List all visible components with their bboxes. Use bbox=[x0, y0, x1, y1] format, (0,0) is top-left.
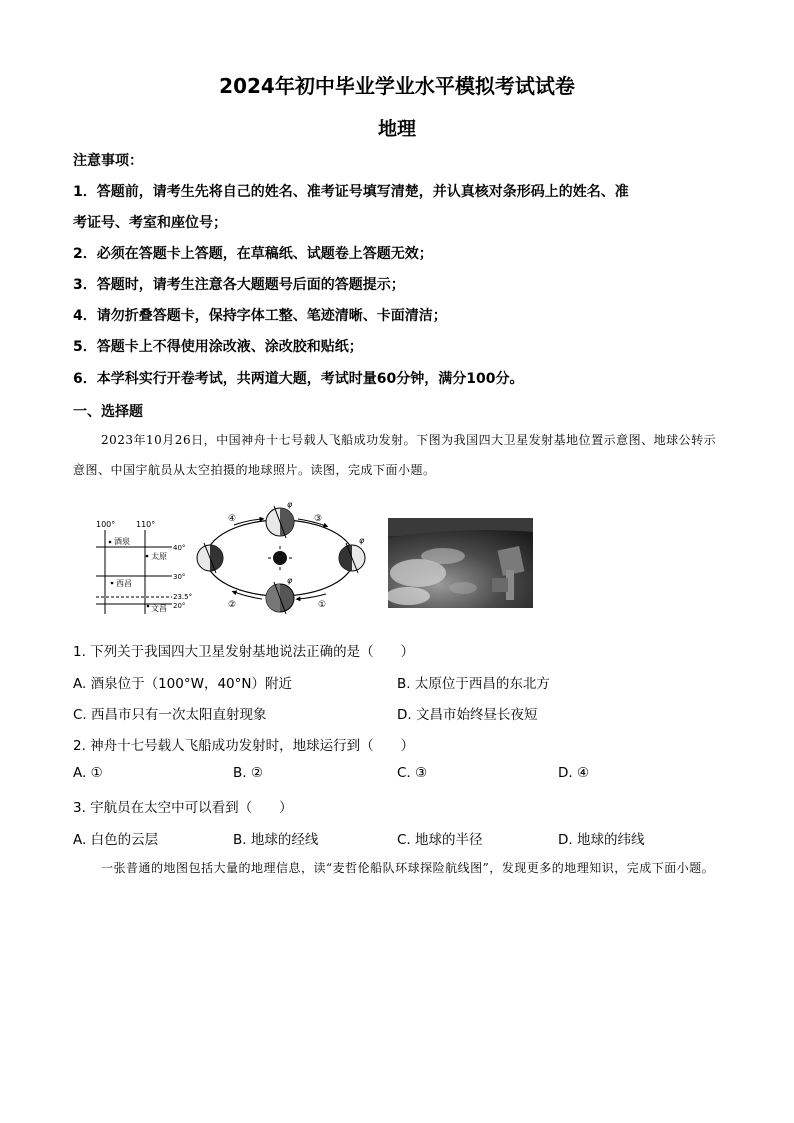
earth-photo bbox=[388, 518, 533, 608]
orbit-position-label: ④ bbox=[228, 514, 237, 524]
note-item: 6．本学科实行开卷考试，共两道大题，考试时量60分钟，满分100分。 bbox=[73, 371, 524, 387]
option-d[interactable]: D. ④ bbox=[558, 765, 590, 781]
option-a[interactable]: A. 酒泉位于（100°W，40°N）附近 bbox=[73, 676, 292, 692]
option-d[interactable]: D. 地球的纬线 bbox=[558, 832, 645, 848]
map-lat-label: 23.5° bbox=[173, 593, 192, 601]
map-lat-label: 20° bbox=[173, 602, 186, 610]
intro-paragraph-2: 一张普通的地图包括大量的地理信息，读“麦哲伦船队环球探险航线图”，发现更多的地理知识，完成下面小题。 bbox=[101, 861, 715, 875]
map-place-label: 文昌 bbox=[151, 604, 167, 613]
option-b[interactable]: B. ② bbox=[233, 765, 263, 781]
map-lon-label: 110° bbox=[136, 520, 156, 529]
option-a[interactable]: A. ① bbox=[73, 765, 103, 781]
question-stem: 2. 神舟十七号载人飞船成功发射时，地球运行到（ ） bbox=[73, 738, 415, 754]
option-d[interactable]: D. 文昌市始终昼长夜短 bbox=[397, 707, 538, 723]
note-item: 考证号、考室和座位号； bbox=[73, 215, 227, 231]
note-item: 3．答题时，请考生注意各大题题号后面的答题提示； bbox=[73, 277, 405, 293]
orbit-position-label: ② bbox=[228, 600, 237, 610]
map-place-label: 太原 bbox=[151, 552, 167, 561]
orbit-position-label: ① bbox=[318, 600, 327, 610]
map-lon-label: 100° bbox=[96, 520, 116, 529]
orbit-position-label: ③ bbox=[314, 514, 323, 524]
option-c[interactable]: C. ③ bbox=[397, 765, 428, 781]
launch-base-map bbox=[92, 518, 192, 616]
subject-title: 地理 bbox=[377, 118, 416, 140]
map-place-label: 酒泉 bbox=[114, 537, 130, 546]
option-a[interactable]: A. 白色的云层 bbox=[73, 832, 159, 848]
svg-text:φ: φ bbox=[359, 536, 365, 545]
section-heading: 一、选择题 bbox=[73, 404, 143, 420]
earth-revolution-diagram bbox=[194, 500, 376, 620]
option-b[interactable]: B. 太原位于西昌的东北方 bbox=[397, 676, 550, 692]
exam-title: 2024年初中毕业学业水平模拟考试试卷 bbox=[219, 74, 575, 98]
option-c[interactable]: C. 西昌市只有一次太阳直射现象 bbox=[73, 707, 267, 723]
map-lat-label: 30° bbox=[173, 573, 186, 581]
note-item: 1．答题前，请考生先将自己的姓名、准考证号填写清楚，并认真核对条形码上的姓名、准 bbox=[73, 184, 629, 200]
option-b[interactable]: B. 地球的经线 bbox=[233, 832, 319, 848]
earth-globe bbox=[339, 536, 365, 573]
note-item: 4．请勿折叠答题卡，保持字体工整、笔迹清晰、卡面清洁； bbox=[73, 308, 447, 324]
question-stem: 3. 宇航员在太空中可以看到（ ） bbox=[73, 800, 293, 816]
svg-text:φ: φ bbox=[287, 576, 293, 585]
intro-paragraph-1: 2023年10月26日，中国神舟十七号载人飞船成功发射。下图为我国四大卫星发射基地位置示意图、地球公转示意图、中国宇航员从太空拍摄的地球照片。读图，完成下面小题。 bbox=[73, 433, 717, 477]
note-item: 5．答题卡上不得使用涂改液、涂改胶和贴纸； bbox=[73, 339, 363, 355]
earth-globe bbox=[266, 576, 294, 614]
notes-heading: 注意事项： bbox=[73, 153, 143, 169]
svg-text:φ: φ bbox=[287, 500, 293, 509]
map-place-label: 西昌 bbox=[116, 579, 132, 588]
question-stem: 1. 下列关于我国四大卫星发射基地说法正确的是（ ） bbox=[73, 644, 415, 660]
option-c[interactable]: C. 地球的半径 bbox=[397, 832, 483, 848]
note-item: 2．必须在答题卡上答题，在草稿纸、试题卷上答题无效； bbox=[73, 246, 433, 262]
map-lat-label: 40° bbox=[173, 544, 186, 552]
earth-globe bbox=[197, 543, 223, 573]
earth-globe bbox=[266, 500, 294, 538]
